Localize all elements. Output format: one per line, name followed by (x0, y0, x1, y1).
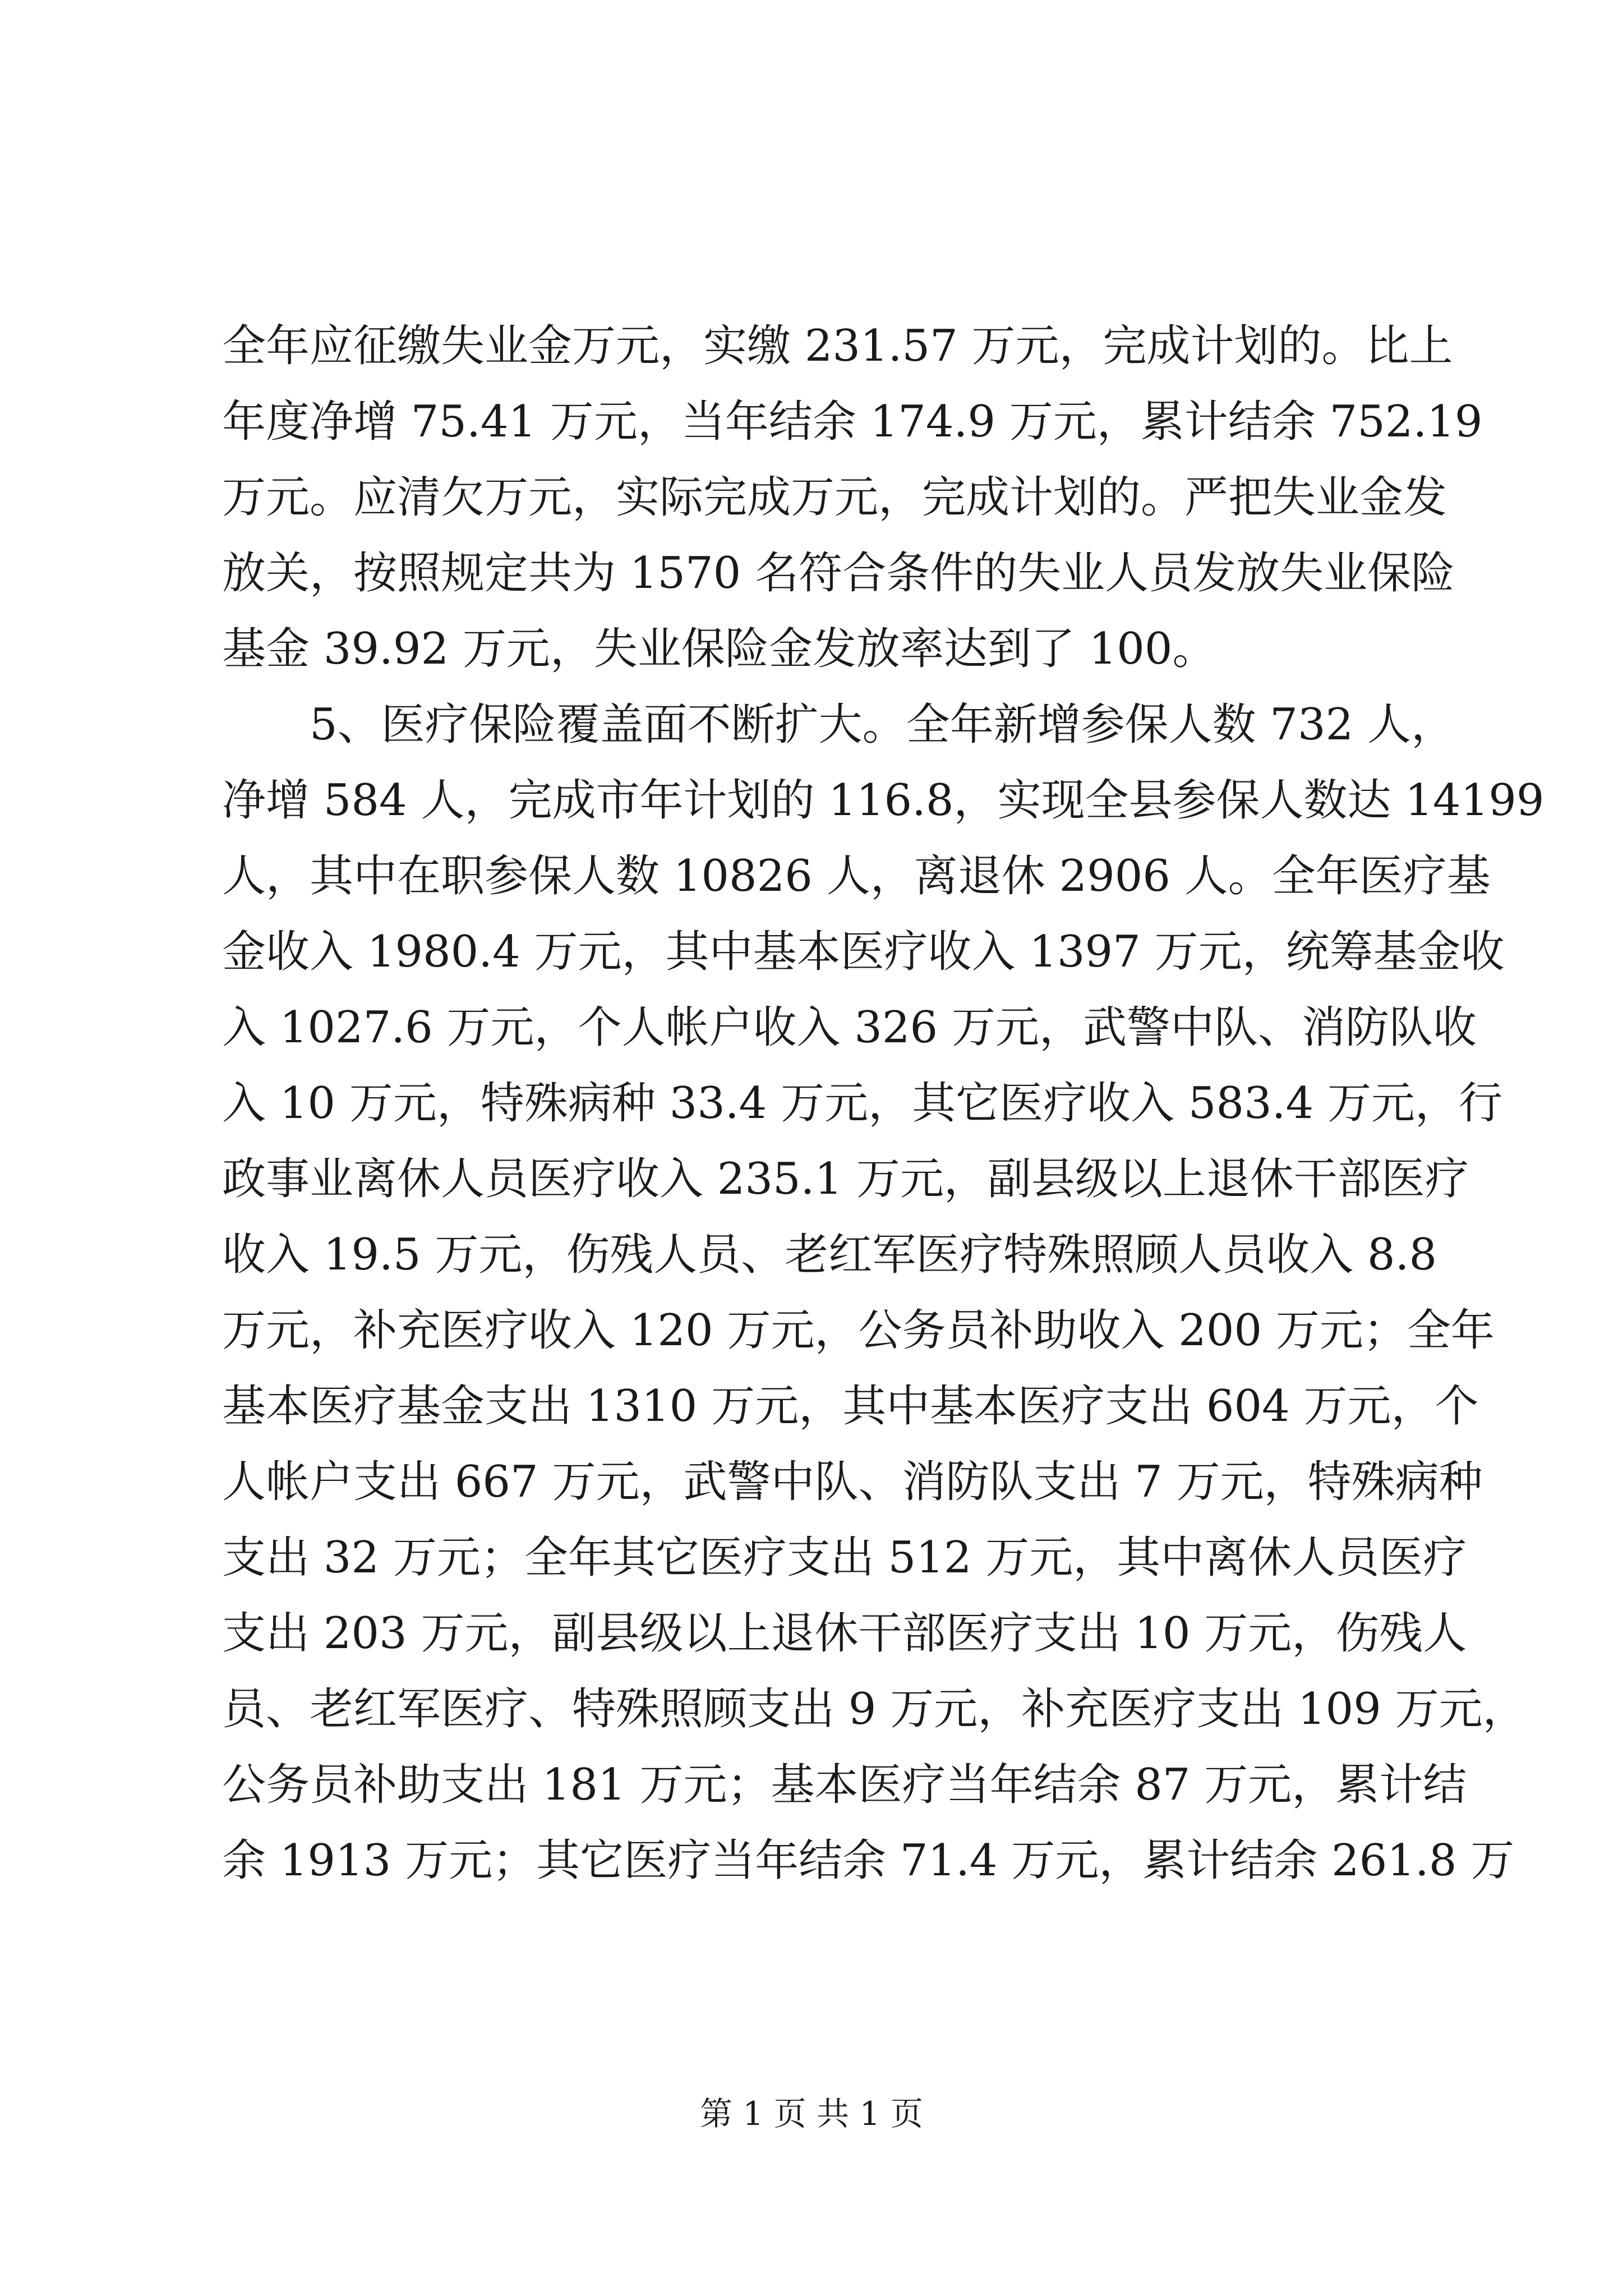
text-line: 基金 39.92 万元，失业保险金发放率达到了 100。 (222, 624, 1216, 674)
text-line: 收入 19.5 万元，伤残人员、老红军医疗特殊照顾人员收入 8.8 (222, 1230, 1437, 1280)
text-line: 年度净增 75.41 万元，当年结余 174.9 万元，累计结余 752.19 (222, 397, 1483, 447)
text-line: 入 1027.6 万元，个人帐户收入 326 万元，武警中队、消防队收 (222, 1002, 1477, 1053)
page-number-footer: 第 1 页 共 1 页 (700, 2095, 923, 2133)
text-line: 金收入 1980.4 万元，其中基本医疗收入 1397 万元，统筹基金收 (222, 927, 1505, 977)
text-line: 净增 584 人，完成市年计划的 116.8，实现全县参保人数达 14199 (222, 775, 1544, 826)
text-line: 基本医疗基金支出 1310 万元，其中基本医疗支出 604 万元，个 (222, 1381, 1479, 1432)
text-line: 全年应征缴失业金万元，实缴 231.57 万元，完成计划的。比上 (222, 321, 1453, 371)
text-line: 人，其中在职参保人数 10826 人，离退休 2906 人。全年医疗基 (222, 851, 1491, 901)
text-line: 支出 32 万元；全年其它医疗支出 512 万元，其中离休人员医疗 (222, 1533, 1467, 1583)
text-line: 支出 203 万元，副县级以上退休干部医疗支出 10 万元，伤残人 (222, 1608, 1467, 1659)
text-line: 放关，按照规定共为 1570 名符合条件的失业人员发放失业保险 (222, 548, 1455, 599)
text-line: 人帐户支出 667 万元，武警中队、消防队支出 7 万元，特殊病种 (222, 1457, 1483, 1507)
text-line: 公务员补助支出 181 万元；基本医疗当年结余 87 万元，累计结 (222, 1760, 1467, 1810)
text-line: 员、老红军医疗、特殊照顾支出 9 万元，补充医疗支出 109 万元， (222, 1684, 1527, 1734)
text-line: 万元，补充医疗收入 120 万元，公务员补助收入 200 万元；全年 (222, 1305, 1495, 1356)
text-line: 政事业离休人员医疗收入 235.1 万元，副县级以上退休干部医疗 (222, 1154, 1469, 1204)
text-line: 余 1913 万元；其它医疗当年结余 71.4 万元，累计结余 261.8 万 (222, 1835, 1515, 1886)
paragraph-first-line: 5、医疗保险覆盖面不断扩大。全年新增参保人数 732 人， (310, 700, 1455, 750)
text-line: 入 10 万元，特殊病种 33.4 万元，其它医疗收入 583.4 万元，行 (222, 1078, 1502, 1129)
text-line: 万元。应清欠万元，实际完成万元，完成计划的。严把失业金发 (222, 472, 1447, 523)
